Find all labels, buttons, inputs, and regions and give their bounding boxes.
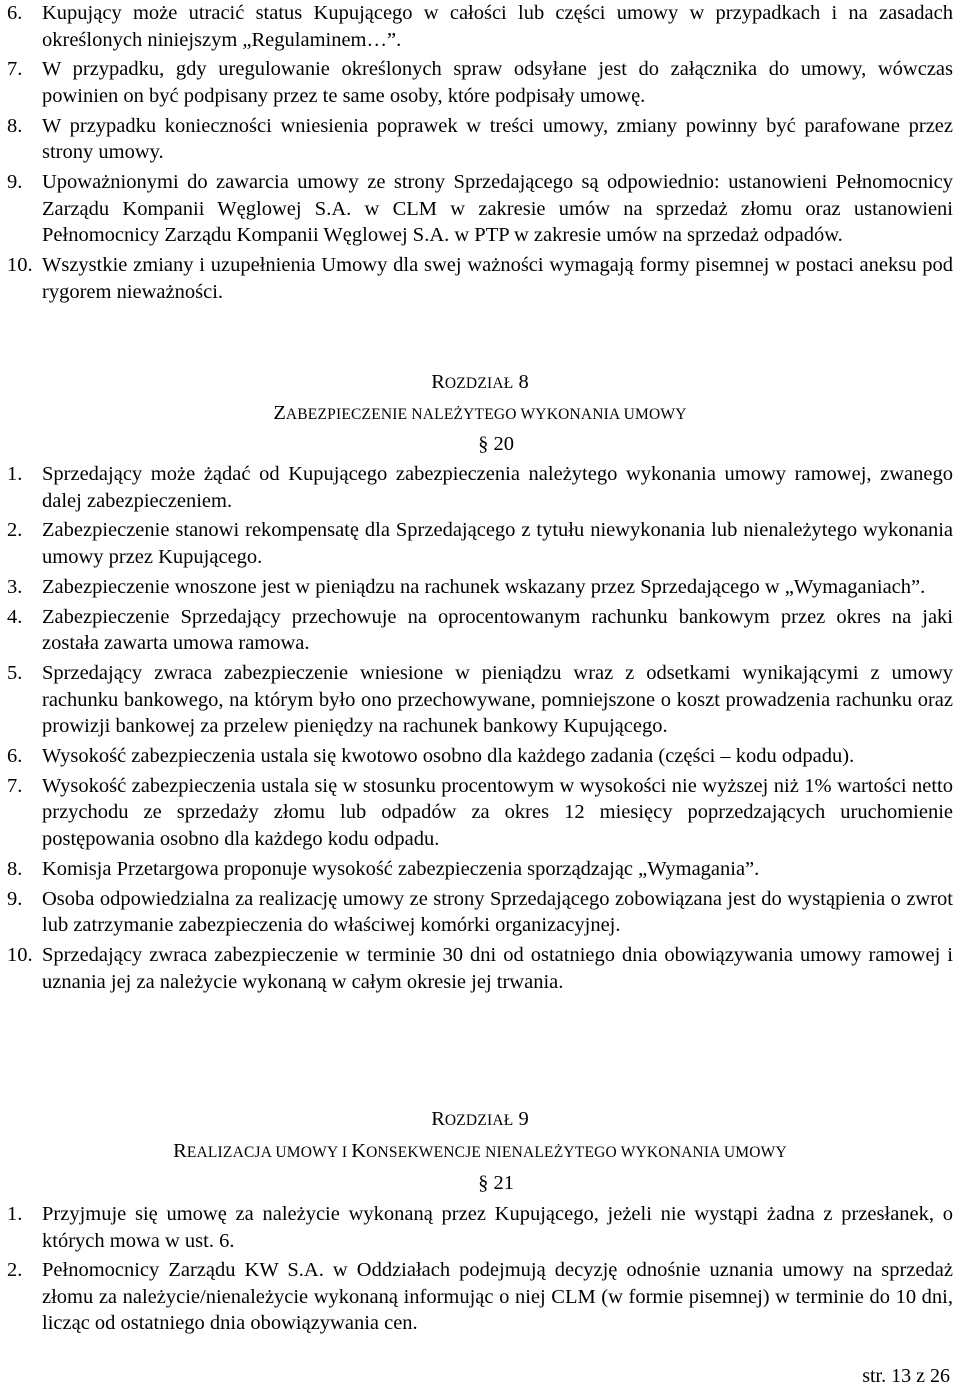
item-text: Wszystkie zmiany i uzupełnienia Umowy dla swej ważności wymagają formy pisemnej w postaci aneksu pod rygorem nieważności. (42, 254, 953, 303)
item-text: W przypadku, gdy uregulowanie określonych spraw odsyłane jest do załącznika do umowy, wówczas powinien on być podpisany przez te same osoby, które podpisały umowę. (42, 58, 953, 107)
item-number: 3. (7, 575, 23, 598)
paragraph-number: § 21 (478, 1172, 514, 1194)
chapter-title: ROZDZIAŁ 8 (431, 371, 529, 393)
chapter-8-header (0, 369, 960, 397)
item-number: 6. (7, 2, 23, 24)
list-item (0, 169, 960, 249)
item-text: W przypadku konieczności wniesienia poprawek w treści umowy, zmiany powinny być parafowane przez strony umowy. (42, 114, 953, 164)
item-text: Upoważnionymi do zawarcia umowy ze strony Sprzedającego są odpowiednio: ustanowieni Pełnomocnicy Zarządu Kompanii Węglowej S.A. w CLM w zakresie umów na sprzedaż złomu oraz ustanowieni Pełnomocnicy Zarządu Kompanii Węglowej S.A. w PTP w zakresie umów na sprzedaż odpadów. (42, 171, 953, 247)
list-item (0, 604, 960, 657)
list-item (0, 461, 960, 514)
item-text: Zabezpieczenie wnoszone jest w pieniądzu na rachunek wskazany przez Sprzedającego w „Wymaganiach”. (42, 575, 926, 598)
chapter-subtitle: ZABEZPIECZENIE NALEŻYTEGO WYKONANIA UMOWY (273, 402, 687, 424)
list-item (0, 252, 960, 305)
list-item (0, 773, 960, 853)
chapter-subtitle: REALIZACJA UMOWY I KONSEKWENCJE NIENALEŻYTEGO WYKONANIA UMOWY (173, 1140, 787, 1162)
item-text: Sprzedający zwraca zabezpieczenie w terminie 30 dni od ostatniego dnia obowiązywania umowy ramowej i uznania jej za należycie wykonaną w całym okresie jej trwania. (42, 944, 953, 993)
chapter-9-list (0, 1201, 960, 1337)
paragraph-20 (0, 431, 960, 457)
item-number: 5. (7, 662, 23, 685)
chapter-title: ROZDZIAŁ 9 (431, 1108, 529, 1130)
item-text: Wysokość zabezpieczenia ustala się w stosunku procentowym w wysokości nie wyższej niż 1% wartości netto przychodu ze sprzedaży złomu lub odpadów za okres 12 miesięcy poprzedzających uruchomienie postępowania osobno dla każdego kodu odpadu. (42, 774, 953, 850)
chapter-8-subtitle (0, 400, 960, 428)
item-text: Zabezpieczenie stanowi rekompensatę dla Sprzedającego z tytułu niewykonania lub nienależytego wykonania umowy przez Kupującego. (42, 519, 953, 568)
page-number: str. 13 z 26 (862, 1365, 950, 1387)
item-number: 6. (7, 744, 23, 767)
item-number: 8. (7, 114, 23, 137)
item-text: Wysokość zabezpieczenia ustala się kwotowo osobno dla każdego zadania (części – kodu odpadu). (42, 744, 855, 767)
list-item (0, 660, 960, 740)
list-item (0, 517, 960, 570)
chapter-9-header (0, 1106, 960, 1134)
item-number: 7. (7, 58, 23, 81)
top-list (0, 0, 960, 305)
list-item (0, 113, 960, 166)
list-item (0, 1257, 960, 1337)
list-item (0, 1201, 960, 1254)
item-number: 2. (7, 519, 23, 542)
item-text: Sprzedający zwraca zabezpieczenie wniesione w pieniądzu wraz z odsetkami wynikającymi z umowy rachunku bankowego, na którym było ono przechowywane, pomniejszone o koszt prowadzenia rachunku oraz prowizji bankowej za przelew pieniędzy na rachunek bankowy Kupującego. (42, 662, 953, 738)
item-text: Sprzedający może żądać od Kupującego zabezpieczenia należytego wykonania umowy ramowej, zwanego dalej zabezpieczeniem. (42, 463, 953, 512)
list-item (0, 574, 960, 601)
list-item (0, 886, 960, 939)
paragraph-number: § 20 (478, 433, 514, 455)
list-item (0, 856, 960, 883)
item-number: 1. (7, 463, 23, 485)
item-text: Zabezpieczenie Sprzedający przechowuje na oprocentowanym rachunku bankowym przez okres na jaki została zawarta umowa ramowa. (42, 605, 953, 655)
item-text: Pełnomocnicy Zarządu KW S.A. w Oddziałach podejmują decyzję odnośnie uznania umowy na sprzedaż złomu za należycie/nienależycie wykonaną informując o niej CLM (w formie pisemnej) w terminie do 10 dni, licząc od ostatniego dnia obowiązywania cen. (42, 1259, 953, 1335)
item-number: 4. (7, 605, 23, 628)
list-item (0, 942, 960, 995)
item-text: Komisja Przetargowa proponuje wysokość zabezpieczenia sporządzając „Wymagania”. (42, 857, 760, 880)
item-number: 9. (7, 887, 23, 910)
item-number: 9. (7, 171, 23, 194)
list-item (0, 743, 960, 770)
chapter-8-list (0, 461, 960, 995)
item-number: 10. (7, 944, 33, 967)
item-number: 8. (7, 857, 23, 880)
chapter-9-subtitle (0, 1138, 960, 1166)
item-number: 7. (7, 774, 23, 797)
paragraph-21 (0, 1170, 960, 1196)
list-item (0, 0, 960, 53)
item-text: Przyjmuje się umowę za należycie wykonaną przez Kupującego, jeżeli nie wystąpi żadna z przesłanek, o których mowa w ust. 6. (42, 1203, 953, 1252)
list-item (0, 56, 960, 109)
item-number: 2. (7, 1259, 23, 1282)
item-number: 1. (7, 1203, 23, 1225)
item-number: 10. (7, 254, 33, 277)
item-text: Osoba odpowiedzialna za realizację umowy ze strony Sprzedającego zobowiązana jest do wystąpienia o zwrot lub zatrzymanie zabezpieczenia do właściwej komórki organizacyjnej. (42, 887, 953, 937)
item-text: Kupujący może utracić status Kupującego w całości lub części umowy w przypadkach i na zasadach określonych niniejszym „Regulaminem…”. (42, 2, 953, 51)
